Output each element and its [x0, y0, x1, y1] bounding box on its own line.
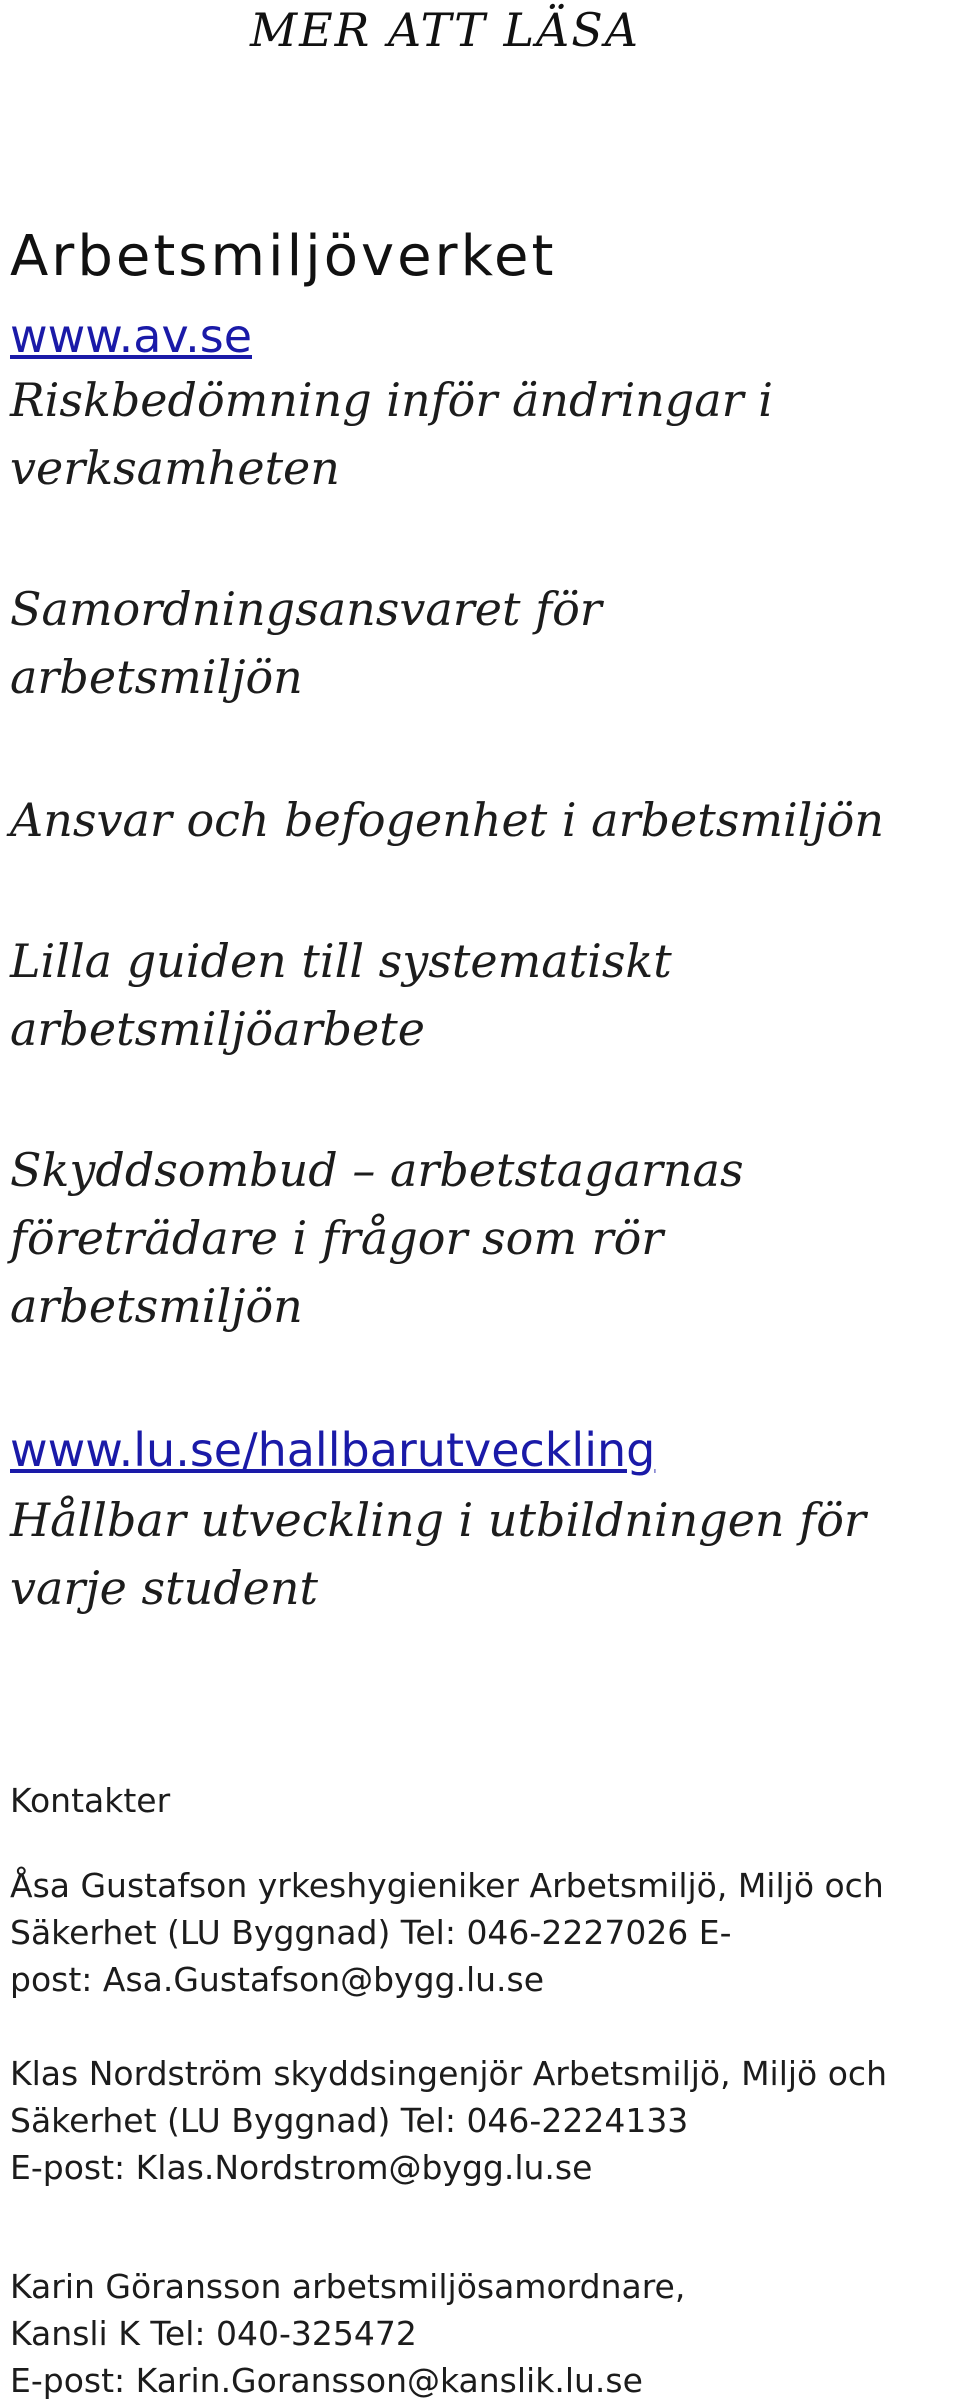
contact-line: Säkerhet (LU Byggnad) Tel: 046-2224133 — [10, 2101, 689, 2140]
contact-line: Åsa Gustafson yrkeshygieniker Arbetsmiljö, Miljö och — [10, 1866, 884, 1905]
publication-line: varje student — [10, 1561, 319, 1615]
publication-ansvar — [10, 786, 950, 854]
contact-line: E-post: Klas.Nordstrom@bygg.lu.se — [10, 2148, 593, 2187]
contact-line: post: Asa.Gustafson@bygg.lu.se — [10, 1960, 545, 1999]
publication-samordningsansvaret — [10, 575, 950, 711]
publication-line: Samordningsansvaret för — [10, 582, 602, 636]
publication-line: Hållbar utveckling i utbildningen för — [10, 1493, 866, 1547]
publication-line: företrädare i frågor som rör — [10, 1211, 664, 1265]
link-av[interactable]: www.av.se — [10, 309, 252, 363]
publication-skyddsombud — [10, 1136, 950, 1340]
publication-line: Ansvar och befogenhet i arbetsmiljön — [10, 793, 884, 847]
publication-hallbar-utveckling — [10, 1486, 950, 1622]
contact-line: Kansli K Tel: 040-325472 — [10, 2314, 417, 2353]
contacts-heading: Kontakter — [10, 1781, 171, 1820]
publication-riskbedomning — [10, 366, 950, 502]
contact-line: E-post: Karin.Goransson@kanslik.lu.se — [10, 2361, 643, 2400]
publication-line: verksamheten — [10, 441, 340, 495]
contact-asa-gustafson — [10, 1862, 955, 2003]
contact-line: Klas Nordström skyddsingenjör Arbetsmiljö, Miljö och — [10, 2054, 887, 2093]
section-title-arbetsmiljoverket: Arbetsmiljöverket — [10, 224, 557, 289]
publication-line: Riskbedömning inför ändringar i — [10, 373, 773, 427]
contact-karin-goransson — [10, 2263, 955, 2404]
publication-line: arbetsmiljöarbete — [10, 1002, 425, 1056]
publication-lilla-guiden — [10, 927, 950, 1063]
link-lu-hallbarutveckling[interactable]: www.lu.se/hallbarutveckling — [10, 1423, 656, 1477]
publication-line: arbetsmiljön — [10, 1279, 303, 1333]
page-title: MER ATT LÄSA — [250, 3, 640, 57]
contact-line: Säkerhet (LU Byggnad) Tel: 046-2227026 E- — [10, 1913, 732, 1952]
publication-line: Lilla guiden till systematiskt — [10, 934, 672, 988]
contact-klas-nordstrom — [10, 2050, 955, 2191]
publication-line: arbetsmiljön — [10, 650, 303, 704]
contact-line: Karin Göransson arbetsmiljösamordnare, — [10, 2267, 686, 2306]
publication-line: Skyddsombud – arbetstagarnas — [10, 1143, 744, 1197]
